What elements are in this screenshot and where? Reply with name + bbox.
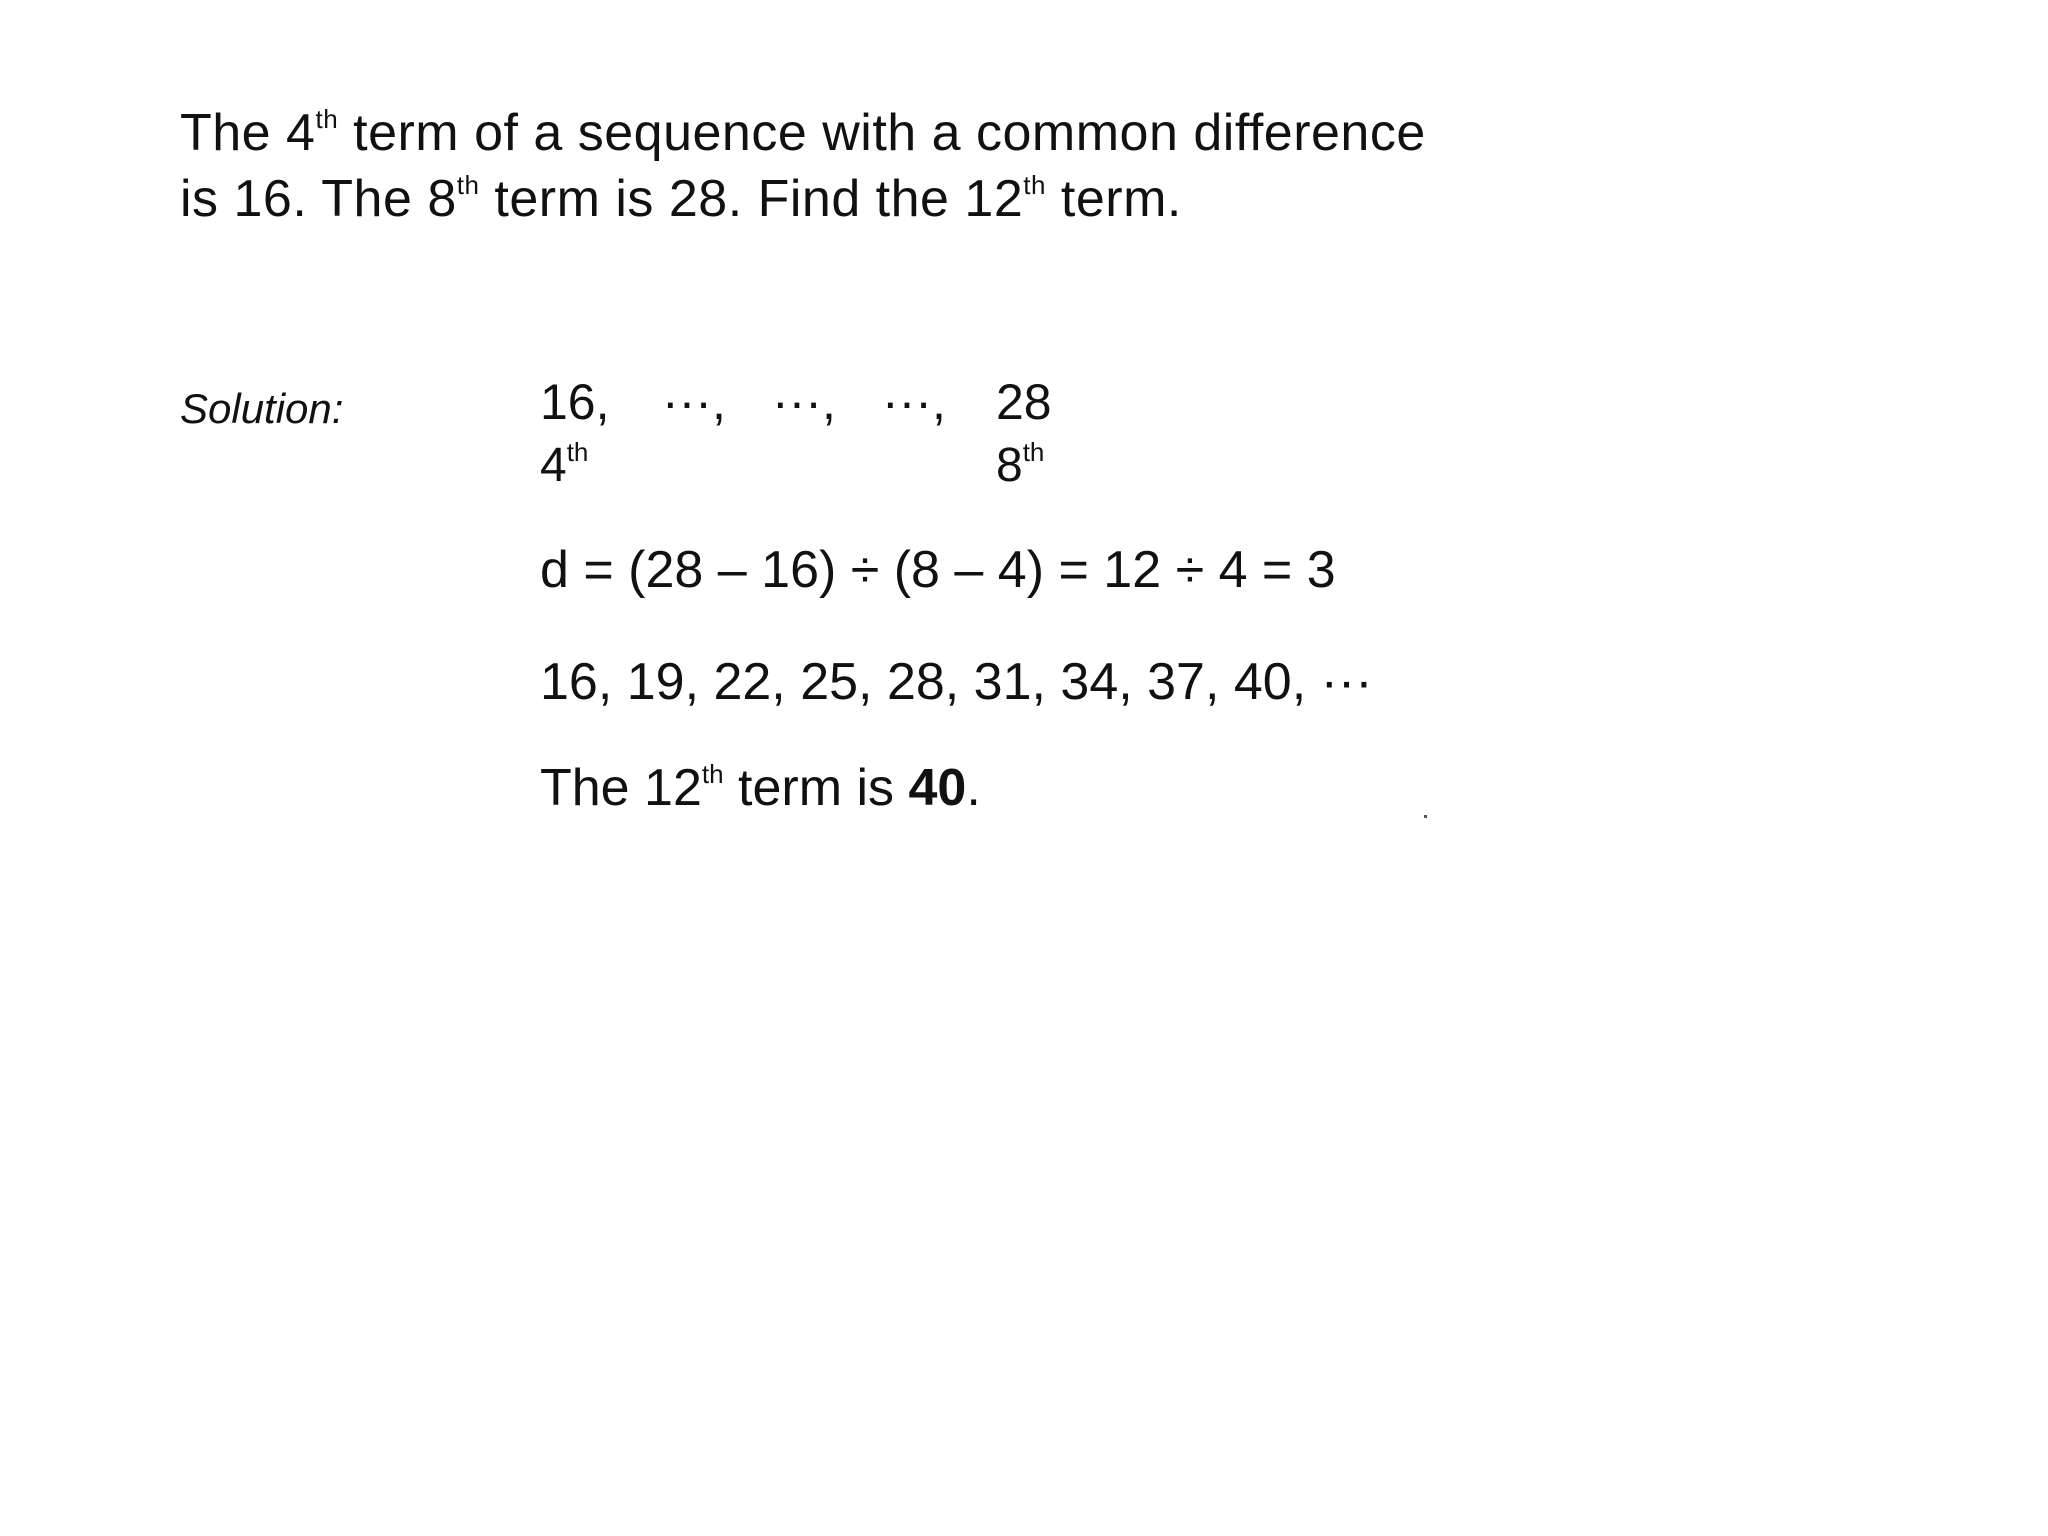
answer-value: 40 [908,759,967,817]
sequence-first-term: 16, [540,374,610,430]
full-sequence: 16, 19, 22, 25, 28, 31, 34, 37, 40, ··· [540,653,1373,711]
problem-line-1: The 4th term of a sequence with a common difference [180,104,1426,162]
common-difference-equation: d = (28 – 16) ÷ (8 – 4) = 12 ÷ 4 = 3 [540,541,1336,599]
problem-line-2: is 16. The 8th term is 28. Find the 12th term. [180,170,1182,228]
problem-statement [180,100,1680,232]
solution-label: Solution: [180,385,344,432]
sequence-gap: ···, [882,374,946,430]
ordinal-last: 8th [996,437,1045,492]
sequence-gap: ···, [662,374,726,430]
sequence-last-term: 28 [996,374,1052,430]
answer-statement: The 12th term is 40. [540,759,981,817]
ordinal-first: 4th [540,437,589,492]
speck-mark [1424,815,1427,818]
sequence-gap: ···, [772,374,836,430]
